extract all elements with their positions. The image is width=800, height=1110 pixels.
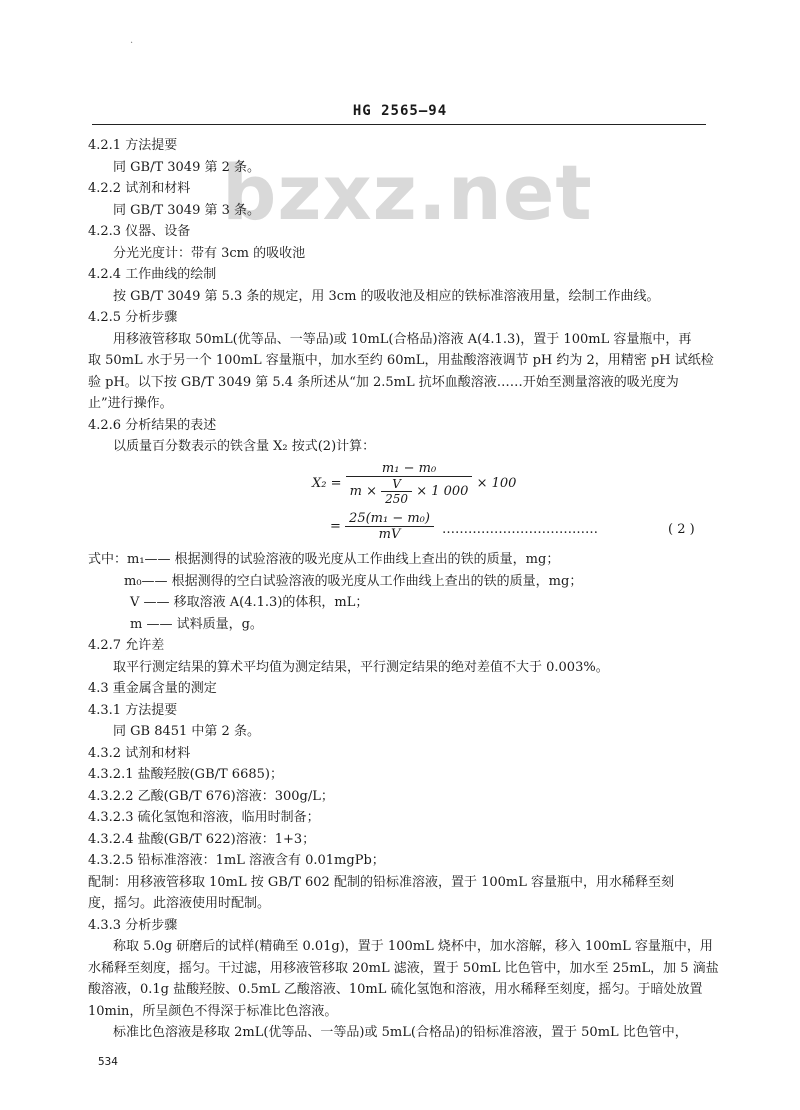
paragraph-line: 度，摇匀。此溶液使用时配制。 — [88, 896, 271, 911]
formula-fraction-1 — [346, 461, 473, 506]
formula-subfraction — [381, 477, 412, 506]
section-heading: 4.2.1 方法提要 — [88, 138, 178, 153]
formula-number: ( 2 ) — [668, 522, 695, 537]
paragraph-line: 止”进行操作。 — [88, 396, 173, 411]
page-number: 534 — [98, 1055, 118, 1068]
list-item: 4.3.2.4 盐酸(GB/T 622)溶液：1+3； — [88, 832, 316, 847]
definition-line: V —— 移取溶液 A(4.1.3)的体积，mL； — [130, 595, 369, 610]
list-item: 4.3.2.1 盐酸羟胺(GB/T 6685)； — [88, 767, 283, 782]
paragraph-line: 取平行测定结果的算术平均值为测定结果，平行测定结果的绝对差值不大于 0.003%。 — [113, 660, 609, 675]
formula-fraction-2 — [345, 511, 434, 542]
section-heading: 4.3.1 方法提要 — [88, 703, 178, 718]
scan-speck: · — [130, 38, 134, 49]
section-heading: 4.2.3 仪器、设备 — [88, 224, 191, 239]
paragraph-line: 水稀释至刻度，摇匀。干过滤，用移液管移取 20mL 滤液，置于 50mL 比色管中，加水至 25mL，加 5 滴盐 — [88, 961, 719, 976]
paragraph-line: 以质量百分数表示的铁含量 X₂ 按式(2)计算： — [113, 439, 376, 454]
paragraph-line: 分光光度计：带有 3cm 的吸收池 — [113, 246, 306, 261]
paragraph-line: 酸溶液，0.1g 盐酸羟胺、0.5mL 乙酸溶液、10mL 硫化氢饱和溶液，用水稀释至刻度，摇匀。于暗处放置 — [88, 982, 703, 997]
formula-equals: = — [330, 519, 341, 534]
header-rule — [92, 124, 706, 125]
paragraph-line: 同 GB 8451 中第 2 条。 — [113, 724, 260, 739]
paragraph-line: 配制：用移液管移取 10mL 按 GB/T 602 配制的铅标准溶液，置于 100mL 容量瓶中，用水稀释至刻 — [88, 875, 675, 890]
document-header: HG 2565—94 — [352, 103, 448, 119]
formula-times100: × 100 — [476, 476, 517, 491]
list-item: 4.3.2.5 铅标准溶液：1mL 溶液含有 0.01mgPb； — [88, 853, 385, 868]
formula-denominator-1 — [346, 477, 473, 506]
section-heading: 4.2.4 工作曲线的绘制 — [88, 267, 217, 282]
section-heading: 4.2.7 允许差 — [88, 638, 165, 653]
formula-line-1 — [312, 461, 516, 506]
formula-numerator-1: m₁ − m₀ — [346, 461, 473, 477]
formula-denominator-part: × 1 000 — [416, 484, 469, 499]
definition-line: m₀—— 根据测得的空白试验溶液的吸光度从工作曲线上查出的铁的质量，mg； — [124, 574, 583, 589]
paragraph-line: 标准比色溶液是移取 2mL(优等品、一等品)或 5mL(合格品)的铅标准溶液，置于 50mL 比色管中， — [113, 1025, 688, 1040]
formula-leader-dots: ……………………………… — [442, 522, 598, 537]
paragraph-line: 取 50mL 水于另一个 100mL 容量瓶中，加水至约 60mL，用盐酸溶液调节 pH 约为 2，用精密 pH 试纸检 — [88, 353, 714, 368]
formula-subnumerator: V — [381, 477, 412, 492]
paragraph-line: 同 GB/T 3049 第 3 条。 — [113, 203, 261, 218]
paragraph-line: 用移液管移取 50mL(优等品、一等品)或 10mL(合格品)溶液 A(4.1.3)，置于 100mL 容量瓶中，再 — [113, 332, 692, 347]
definition-line: m —— 试料质量，g。 — [130, 617, 263, 632]
definition-line: 式中：m₁—— 根据测得的试验溶液的吸光度从工作曲线上查出的铁的质量，mg； — [88, 552, 560, 567]
section-heading: 4.3 重金属含量的测定 — [88, 681, 217, 696]
formula-numerator-2: 25(m₁ − m₀) — [345, 511, 434, 527]
formula-lhs: X₂ = — [312, 476, 342, 491]
paragraph-line: 同 GB/T 3049 第 2 条。 — [113, 160, 261, 175]
formula-denominator-part: m × — [349, 484, 377, 499]
paragraph-line: 验 pH。以下按 GB/T 3049 第 5.4 条所述从“加 2.5mL 抗坏血酸溶液……开始至测量溶液的吸光度为 — [88, 375, 679, 390]
paragraph-line: 称取 5.0g 研磨后的试样(精确至 0.01g)，置于 100mL 烧杯中，加水溶解，移入 100mL 容量瓶中，用 — [113, 939, 713, 954]
watermark: bzxz.net — [222, 148, 593, 237]
section-heading: 4.2.5 分析步骤 — [88, 310, 178, 325]
section-heading: 4.3.2 试剂和材料 — [88, 746, 191, 761]
paragraph-line: 10min，所呈颜色不得深于标准比色溶液。 — [88, 1004, 338, 1019]
formula-denominator-2: mV — [378, 527, 401, 542]
section-heading: 4.2.6 分析结果的表述 — [88, 418, 217, 433]
list-item: 4.3.2.3 硫化氢饱和溶液，临用时制备； — [88, 810, 320, 825]
formula-subdenominator: 250 — [385, 492, 409, 506]
section-heading: 4.3.3 分析步骤 — [88, 918, 178, 933]
formula-line-2 — [330, 511, 434, 542]
section-heading: 4.2.2 试剂和材料 — [88, 181, 191, 196]
list-item: 4.3.2.2 乙酸(GB/T 676)溶液：300g/L； — [88, 789, 334, 804]
paragraph-line: 按 GB/T 3049 第 5.3 条的规定，用 3cm 的吸收池及相应的铁标准溶液用量，绘制工作曲线。 — [113, 289, 660, 304]
